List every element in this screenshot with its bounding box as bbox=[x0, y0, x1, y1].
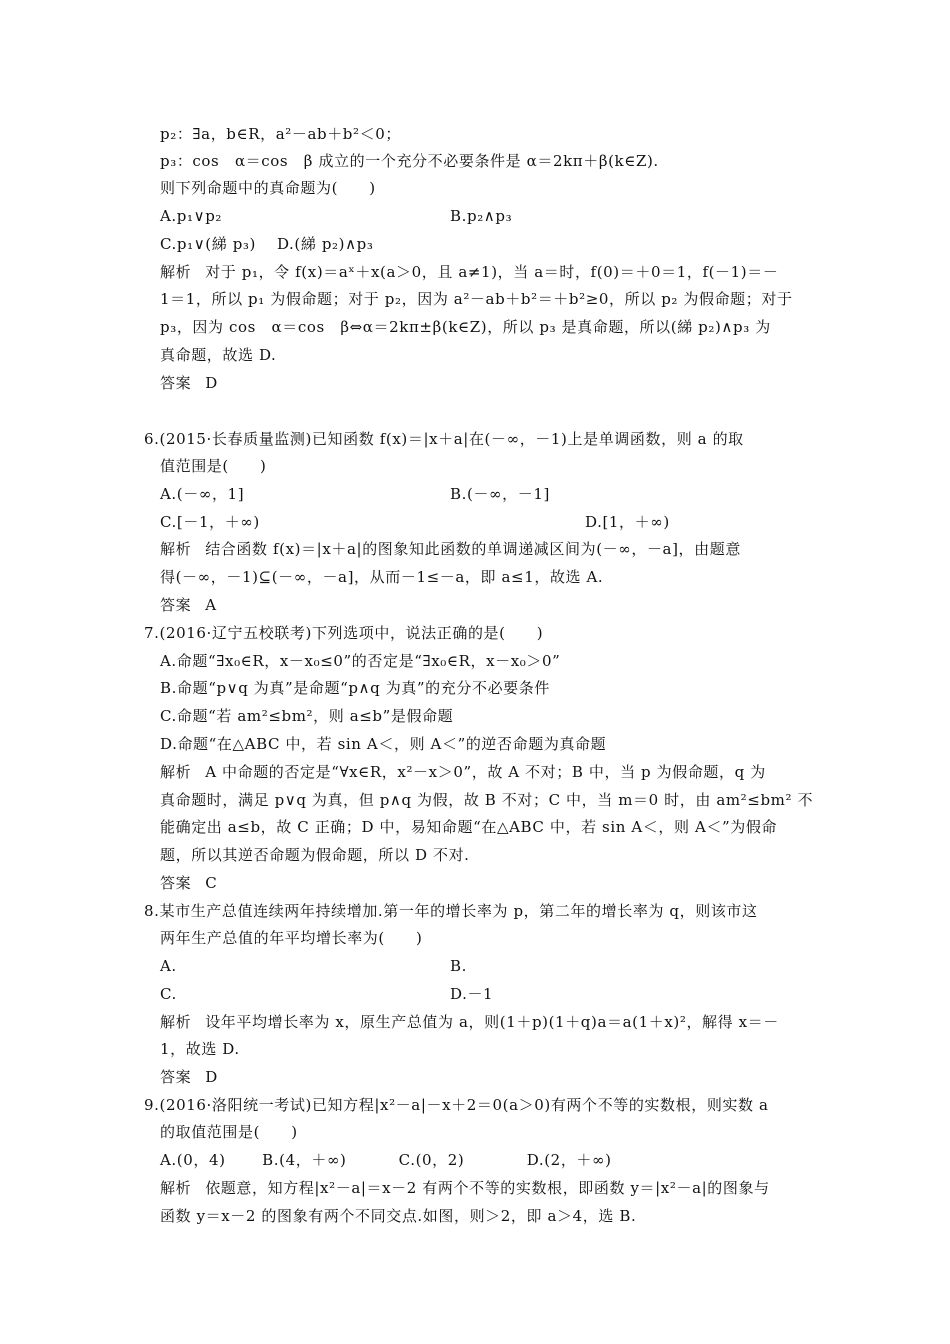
analysis-text: A 中命题的否定是“∀x∈R，x²－x＞0”，故 A 不对；B 中，当 p 为假命题，q 为 bbox=[205, 763, 766, 781]
option-d: D.命题“在△ABC 中，若 sin A＜，则 A＜”的逆否命题为真命题 bbox=[160, 735, 607, 753]
answer-value: D bbox=[205, 374, 218, 392]
analysis-label: 解析 bbox=[160, 1013, 192, 1031]
option-c: C.命题“若 am²≤bm²，则 a≤b”是假命题 bbox=[160, 707, 454, 725]
option-d: D.[1，＋∞) bbox=[585, 513, 670, 531]
option-b: B.命题“p∨q 为真”是命题“p∧q 为真”的充分不必要条件 bbox=[160, 679, 550, 697]
text-line: 能确定出 a≤b，故 C 正确；D 中，易知命题“在△ABC 中，若 sin A＜，则 A＜”为假命 bbox=[160, 818, 778, 836]
analysis-text: 依题意，知方程|x²－a|＝x－2 有两个不等的实数根，即函数 y＝|x²－a|的图象与 bbox=[205, 1179, 770, 1197]
answer-label: 答案 bbox=[160, 374, 192, 392]
answer-value: A bbox=[205, 596, 217, 614]
answer-line bbox=[160, 595, 217, 615]
option-b: B.p₂∧p₃ bbox=[450, 207, 513, 225]
analysis-label: 解析 bbox=[160, 540, 192, 558]
text-line: 真命题时，满足 p∨q 为真，但 p∧q 为假，故 B 不对；C 中，当 m＝0 时，由 am²≤bm² 不 bbox=[160, 791, 814, 809]
text-line: 1，故选 D. bbox=[160, 1040, 240, 1058]
text-line: 则下列命题中的真命题为( ) bbox=[160, 179, 376, 197]
analysis-line bbox=[160, 262, 778, 282]
answer-value: C bbox=[205, 874, 218, 892]
text-line: p₃，因为 cos α＝cos β⇔α＝2kπ±β(k∈Z)，所以 p₃ 是真命题，所以(綈 p₂)∧p₃ 为 bbox=[160, 318, 771, 336]
analysis-text: 对于 p₁，令 f(x)＝aˣ＋x(a＞0，且 a≠1)，当 a＝时，f(0)＝＋0＝1，f(－1)＝－ bbox=[205, 263, 779, 281]
option-a: A. bbox=[160, 957, 177, 975]
text-line: 真命题，故选 D. bbox=[160, 346, 277, 364]
text-line: 的取值范围是( ) bbox=[160, 1123, 298, 1141]
analysis-line bbox=[160, 1178, 770, 1198]
text-line: 函数 y＝x－2 的图象有两个不同交点.如图，则＞2，即 a＞4，选 B. bbox=[160, 1207, 637, 1225]
options-line: A.(0，4) B.(4，＋∞) C.(0，2) D.(2，＋∞) bbox=[160, 1151, 612, 1169]
answer-line bbox=[160, 373, 218, 393]
answer-line bbox=[160, 873, 217, 893]
text-line: 题，所以其逆否命题为假命题，所以 D 不对. bbox=[160, 846, 470, 864]
option-a: A.p₁∨p₂ bbox=[160, 207, 223, 225]
question-8: 8.某市生产总值连续两年持续增加.第一年的增长率为 p，第二年的增长率为 q，则该市这 bbox=[144, 902, 758, 920]
analysis-label: 解析 bbox=[160, 1179, 192, 1197]
text-line: p₂：∃a，b∈R，a²－ab＋b²＜0； bbox=[160, 125, 401, 143]
answer-label: 答案 bbox=[160, 596, 192, 614]
question-9: 9.(2016·洛阳统一考试)已知方程|x²－a|－x＋2＝0(a＞0)有两个不等的实数根，则实数 a bbox=[144, 1096, 769, 1114]
options-cd: C.p₁∨(綈 p₃) D.(綈 p₂)∧p₃ bbox=[160, 235, 374, 253]
analysis-line bbox=[160, 1012, 779, 1032]
text-line: p₃：cos α＝cos β 成立的一个充分不必要条件是 α＝2kπ＋β(k∈Z). bbox=[160, 152, 659, 170]
answer-value: D bbox=[205, 1068, 218, 1086]
option-b: B.(－∞，－1] bbox=[450, 485, 550, 503]
option-b: B. bbox=[450, 957, 467, 975]
option-d: D.－1 bbox=[450, 985, 494, 1003]
question-6: 6.(2015·长春质量监测)已知函数 f(x)＝|x＋a|在(－∞，－1)上是单调函数，则 a 的取 bbox=[144, 430, 744, 448]
option-a: A.(－∞，1] bbox=[160, 485, 245, 503]
question-7: 7.(2016·辽宁五校联考)下列选项中，说法正确的是( ) bbox=[144, 624, 544, 642]
text-line: 得(－∞，－1)⊆(－∞，－a]，从而－1≤－a，即 a≤1，故选 A. bbox=[160, 568, 604, 586]
analysis-text: 设年平均增长率为 x，原生产总值为 a，则(1＋p)(1＋q)a＝a(1＋x)²，解得 x＝－ bbox=[205, 1013, 779, 1031]
analysis-text: 结合函数 f(x)＝|x＋a|的图象知此函数的单调递减区间为(－∞，－a]，由题意 bbox=[205, 540, 741, 558]
analysis-line bbox=[160, 762, 766, 782]
text-line: 两年生产总值的年平均增长率为( ) bbox=[160, 929, 423, 947]
option-c: C. bbox=[160, 985, 177, 1003]
analysis-line bbox=[160, 539, 741, 559]
analysis-label: 解析 bbox=[160, 263, 192, 281]
answer-line bbox=[160, 1067, 218, 1087]
analysis-label: 解析 bbox=[160, 763, 192, 781]
text-line: 值范围是( ) bbox=[160, 457, 267, 475]
text-line: 1＝1，所以 p₁ 为假命题；对于 p₂，因为 a²－ab＋b²＝＋b²≥0，所以 p₂ 为假命题；对于 bbox=[160, 290, 793, 308]
answer-label: 答案 bbox=[160, 1068, 192, 1086]
answer-label: 答案 bbox=[160, 874, 192, 892]
option-a: A.命题“∃x₀∈R，x－x₀≤0”的否定是“∃x₀∈R，x－x₀＞0” bbox=[160, 652, 561, 670]
option-c: C.[－1，＋∞) bbox=[160, 513, 260, 531]
